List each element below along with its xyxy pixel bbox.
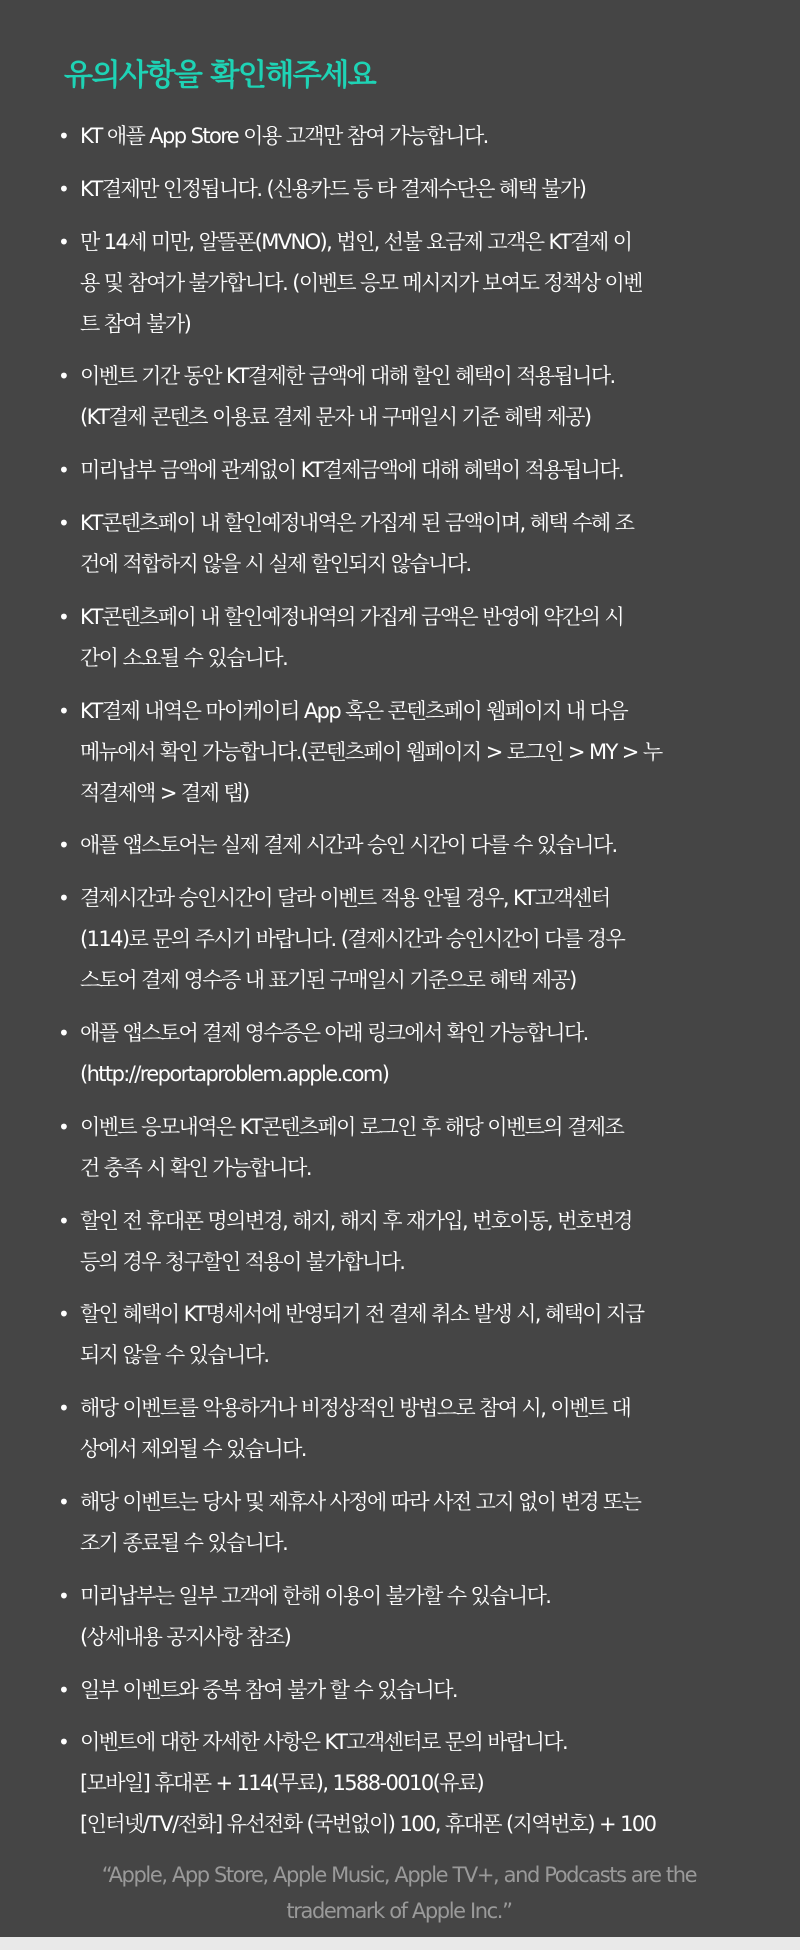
notice-item — [58, 1722, 760, 1845]
notice-item-line: 적결제액 > 결제 탭) — [80, 780, 249, 805]
notice-title: 유의사항을 확인해주세요 — [64, 58, 376, 93]
notice-item-line: 애플 앱스토어는 실제 결제 시간과 승인 시간이 다를 수 있습니다. — [80, 833, 617, 858]
notice-item-line: (114)로 문의 주시기 바랍니다. (결제시간과 승인시간이 다를 경우 — [80, 927, 625, 952]
notice-item-line: KT 애플 App Store 이용 고객만 참여 가능합니다. — [80, 124, 488, 148]
notice-item-line: 건 충족 시 확인 가능합니다. — [80, 1155, 311, 1180]
notice-item — [58, 1388, 760, 1470]
notice-item — [58, 1294, 760, 1376]
footer-strip — [0, 1937, 800, 1950]
bullet-icon: • — [58, 833, 69, 858]
notice-item — [58, 222, 760, 345]
notice-item-line: 미리납부는 일부 고객에 한해 이용이 불가할 수 있습니다. — [80, 1583, 551, 1608]
notice-item-line: 이벤트 기간 동안 KT결제한 금액에 대해 할인 혜택이 적용됩니다. — [80, 364, 615, 389]
bullet-icon: • — [58, 1302, 69, 1327]
notice-item-line: 간이 소요될 수 있습니다. — [80, 645, 288, 670]
notice-item-line: 할인 전 휴대폰 명의변경, 해지, 해지 후 재가입, 번호이동, 번호변경 — [80, 1208, 632, 1233]
bullet-icon: • — [58, 1396, 69, 1421]
bullet-icon: • — [58, 510, 69, 535]
trademark-notice — [38, 1857, 760, 1929]
notice-item-line: (http://reportaproblem.apple.com) — [80, 1061, 389, 1086]
notice-item-line: (KT결제 콘텐츠 이용료 결제 문자 내 구매일시 기준 혜택 제공) — [80, 405, 591, 430]
notice-item-line: 용 및 참여가 불가합니다. (이벤트 응모 메시지가 보여도 정책상 이벤 — [80, 270, 642, 295]
notice-item — [58, 878, 760, 1001]
notice-item-line: 조기 종료될 수 있습니다. — [80, 1530, 288, 1555]
notice-item-line: 해당 이벤트는 당사 및 제휴사 사정에 따라 사전 고지 없이 변경 또는 — [80, 1489, 641, 1514]
notice-item-line: 등의 경우 청구할인 적용이 불가합니다. — [80, 1249, 405, 1274]
notice-item — [58, 691, 760, 814]
notice-item-line: 메뉴에서 확인 가능합니다.(콘텐츠페이 웹페이지 > 로그인 > MY > 누 — [80, 739, 662, 764]
bullet-icon: • — [58, 229, 69, 254]
bullet-icon: • — [58, 1677, 69, 1702]
notice-item — [58, 450, 760, 491]
bullet-icon: • — [58, 458, 69, 483]
bullet-icon: • — [58, 1114, 69, 1139]
notice-item-line: 미리납부 금액에 관계없이 KT결제금액에 대해 혜택이 적용됩니다. — [80, 458, 624, 483]
notice-item — [58, 356, 760, 438]
notice-item — [58, 116, 760, 157]
notice-item — [58, 1670, 760, 1711]
bullet-icon: • — [58, 176, 69, 201]
bullet-icon: • — [58, 1583, 69, 1608]
notice-item-line: 스토어 결제 영수증 내 표기된 구매일시 기준으로 혜택 제공) — [80, 968, 576, 993]
notice-item — [58, 1201, 760, 1283]
notice-item — [58, 597, 760, 679]
notice-item — [58, 1107, 760, 1189]
notice-item-line: 애플 앱스토어 결제 영수증은 아래 링크에서 확인 가능합니다. — [80, 1020, 588, 1045]
notice-item-line: 만 14세 미만, 알뜰폰(MVNO), 법인, 선불 요금제 고객은 KT결제 이 — [80, 229, 632, 254]
notice-item-line: 할인 혜택이 KT명세서에 반영되기 전 결제 취소 발생 시, 혜택이 지급 — [80, 1302, 644, 1327]
notice-item — [58, 825, 760, 866]
notice-item-line: [인터넷/TV/전화] 유선전화 (국번없이) 100, 휴대폰 (지역번호) + 100 — [80, 1812, 656, 1837]
bullet-icon: • — [58, 1020, 69, 1045]
notice-item-line: 결제시간과 승인시간이 달라 이벤트 적용 안될 경우, KT고객센터 — [80, 886, 610, 911]
notice-item-line: 상에서 제외될 수 있습니다. — [80, 1437, 306, 1462]
notice-item-line: KT콘텐츠페이 내 할인예정내역의 가집계 금액은 반영에 약간의 시 — [80, 604, 624, 629]
notice-item-line: 되지 않을 수 있습니다. — [80, 1343, 269, 1368]
bullet-icon: • — [58, 124, 69, 148]
bullet-icon: • — [58, 364, 69, 389]
notice-item — [58, 503, 760, 585]
notice-item-line: 해당 이벤트를 악용하거나 비정상적인 방법으로 참여 시, 이벤트 대 — [80, 1396, 631, 1421]
bullet-icon: • — [58, 1208, 69, 1233]
notice-item — [58, 1576, 760, 1658]
notice-item-line: 트 참여 불가) — [80, 311, 191, 336]
bullet-icon: • — [58, 886, 69, 911]
notice-item-line: KT결제만 인정됩니다. (신용카드 등 타 결제수단은 혜택 불가) — [80, 176, 586, 201]
notice-item-line: 건에 적합하지 않을 시 실제 할인되지 않습니다. — [80, 551, 471, 576]
notice-item-line: KT콘텐츠페이 내 할인예정내역은 가집계 된 금액이며, 혜택 수혜 조 — [80, 510, 634, 535]
notice-item-line: 일부 이벤트와 중복 참여 불가 할 수 있습니다. — [80, 1677, 457, 1702]
notice-item — [58, 169, 760, 210]
notice-item-line: [모바일] 휴대폰 + 114(무료), 1588-0010(유료) — [80, 1771, 484, 1796]
notice-item-line: 이벤트 응모내역은 KT콘텐츠페이 로그인 후 해당 이벤트의 결제조 — [80, 1114, 624, 1139]
bullet-icon: • — [58, 698, 69, 723]
bullet-icon: • — [58, 1730, 69, 1755]
notice-item-line: 이벤트에 대한 자세한 사항은 KT고객센터로 문의 바랍니다. — [80, 1730, 568, 1755]
trademark-line: trademark of Apple Inc.” — [286, 1899, 512, 1924]
notice-item — [58, 1482, 760, 1564]
bullet-icon: • — [58, 1489, 69, 1514]
bullet-icon: • — [58, 604, 69, 629]
notice-item-line: (상세내용 공지사항 참조) — [80, 1624, 291, 1649]
trademark-line: “Apple, App Store, Apple Music, Apple TV+, and Podcasts are the — [101, 1863, 697, 1888]
notice-item — [58, 1013, 760, 1095]
notice-list — [58, 116, 760, 1845]
notice-item-line: KT결제 내역은 마이케이티 App 혹은 콘텐츠페이 웹페이지 내 다음 — [80, 698, 628, 723]
